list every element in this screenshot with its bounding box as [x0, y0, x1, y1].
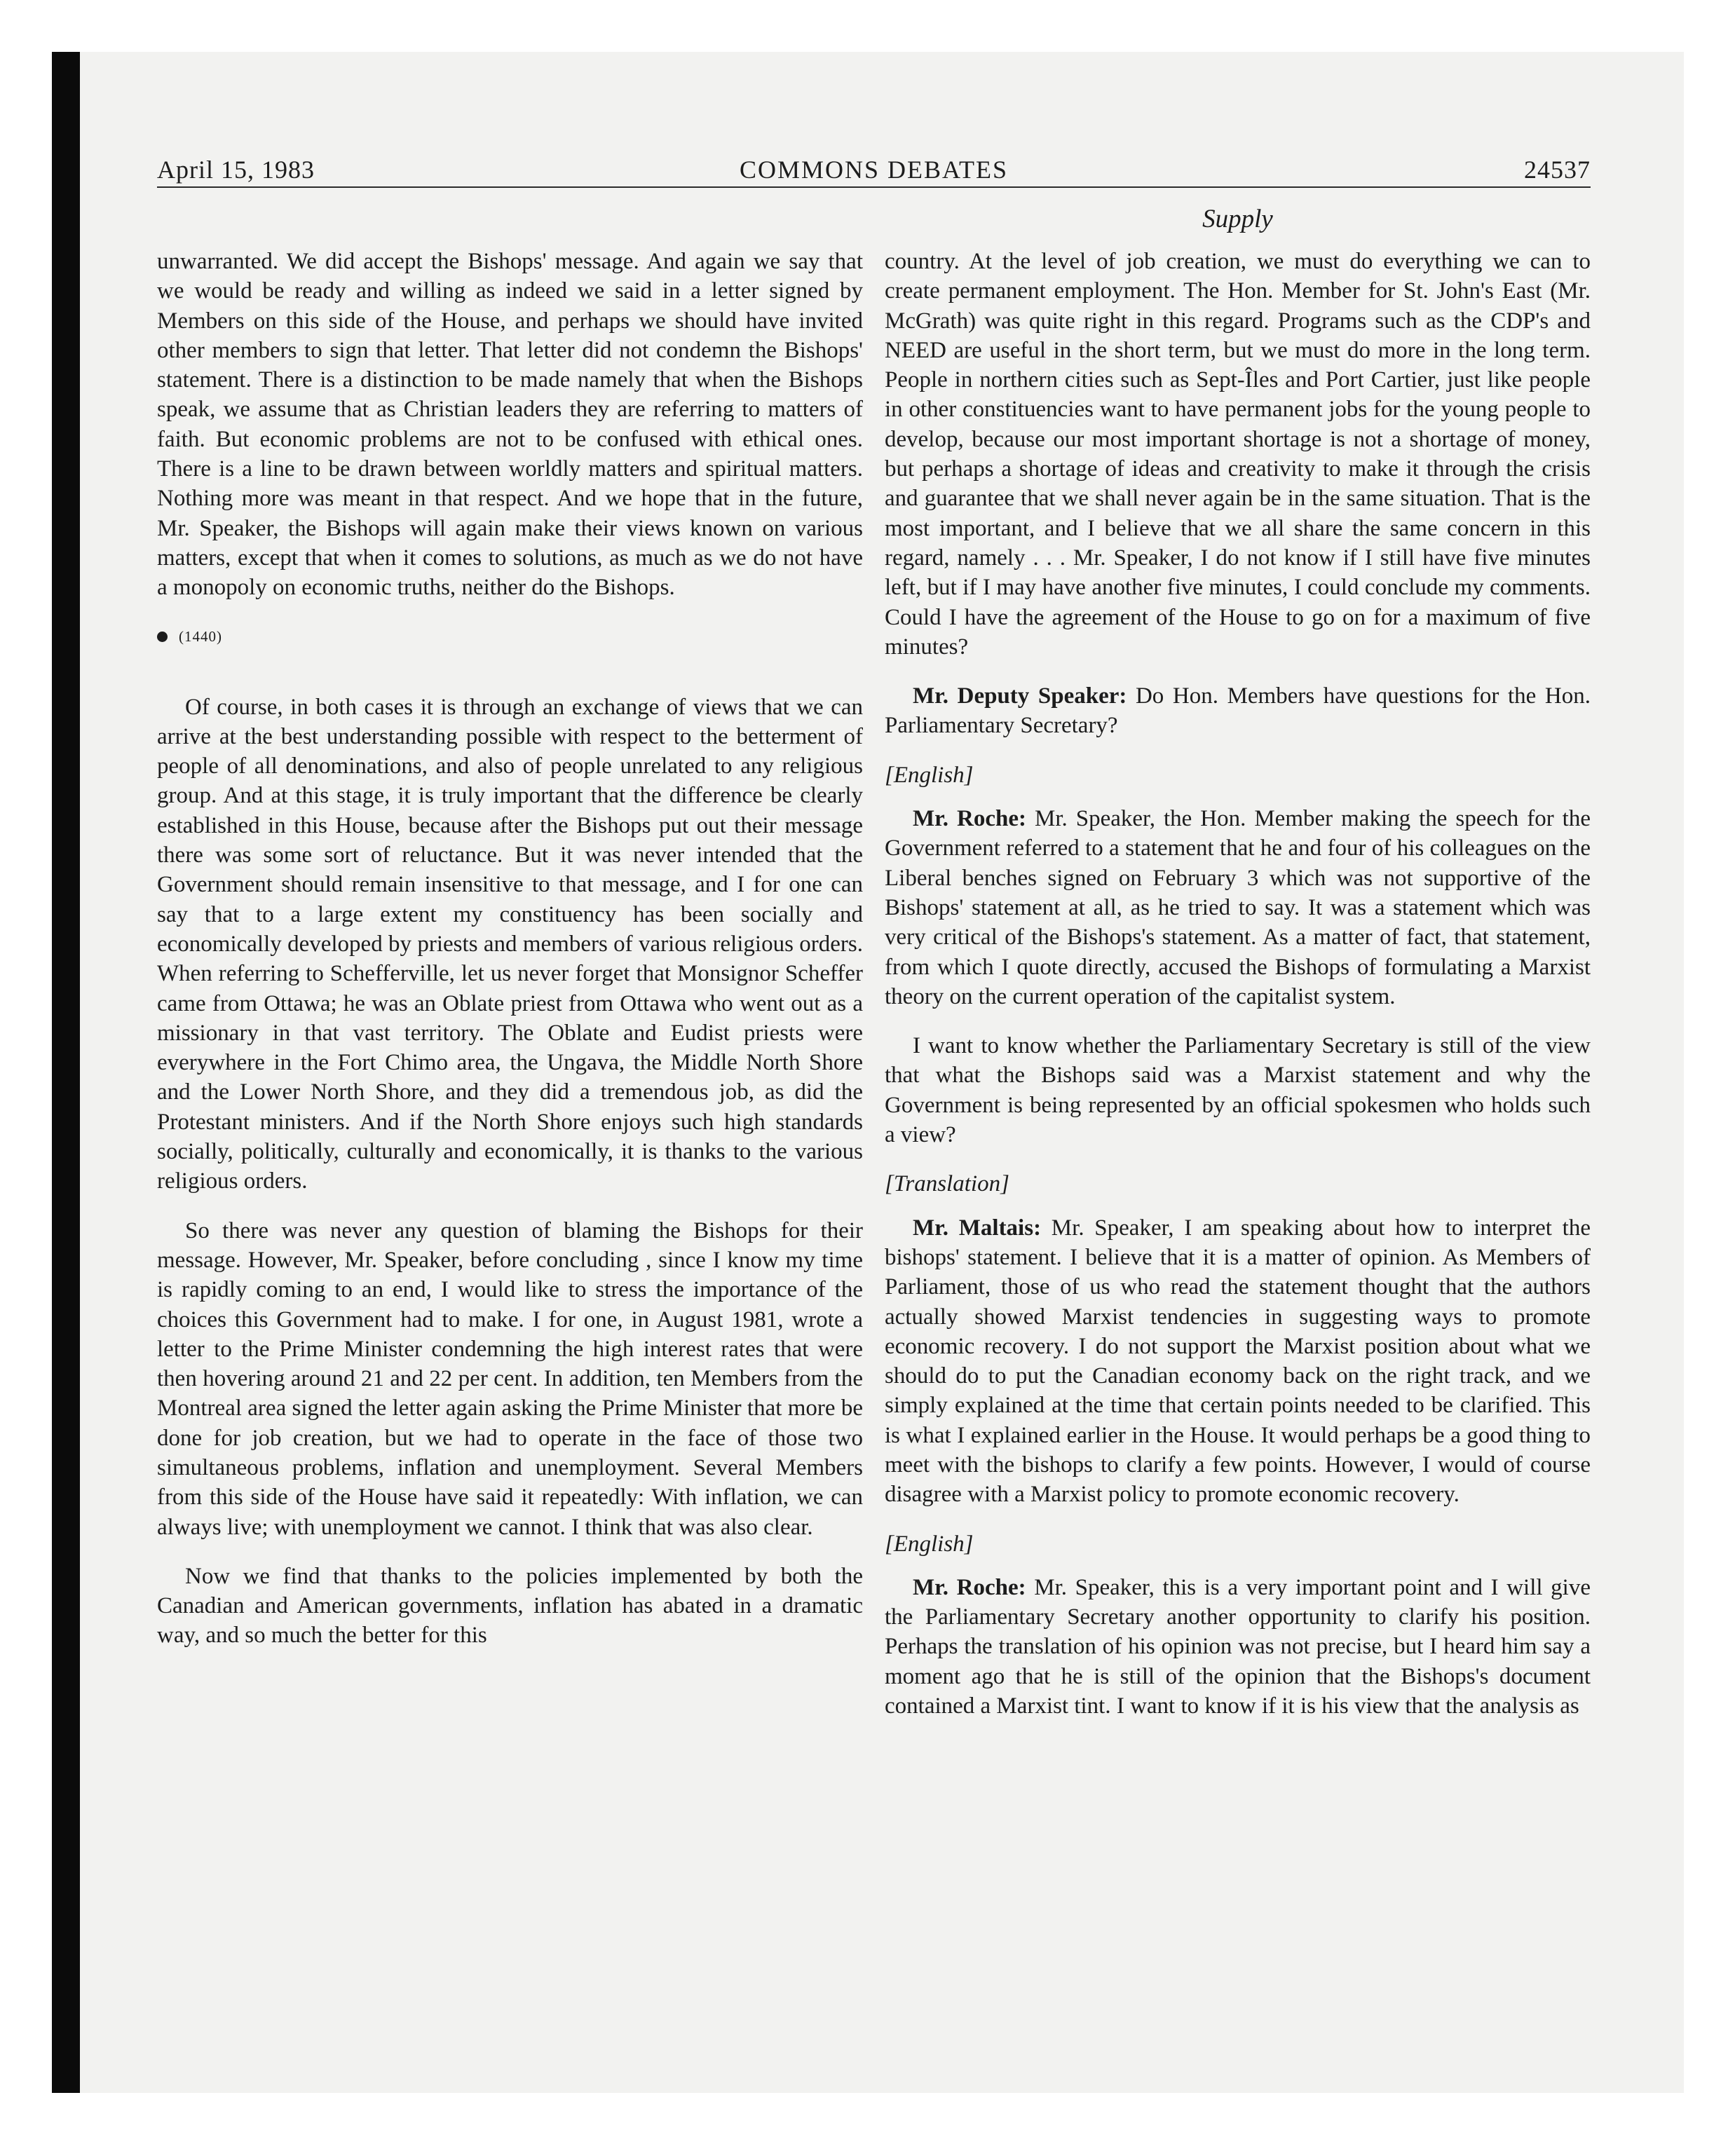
speech-paragraph — [885, 681, 1591, 741]
header-page-number: 24537 — [1524, 156, 1591, 184]
paragraph: Of course, in both cases it is through an exchange of views that we can arrive at the best understanding possible with respect to the betterment of people of all denominations, and also of people unrelated to any religious group. And at this stage, it is truly important that the difference be clearly established in this House, because after the Bishops put out their message there was some sort of reluctance. But it was never intended that the Government should remain insensitive to that message, and I for one can say that to a large extent my constituency has been socially and economically developed by priests and members of various religious orders. When referring to Schefferville, let us never forget that Monsignor Scheffer came from Ottawa; he was an Oblate priest from Ottawa who went out as a missionary in that vast territory. The Oblate and Eudist priests were everywhere in the Fort Chimo area, the Ungava, the Middle North Shore and the Lower North Shore, and they did a tremendous job, as did the Protestant ministers. And if the North Shore enjoys such high standards socially, politically, culturally and economically, it is thanks to the various religious orders. — [157, 694, 863, 1194]
bullet-icon — [157, 632, 168, 642]
speech-text: Do Hon. Members have questions for the Hon. Parliamentary Secretary? — [885, 683, 1591, 739]
language-tag: [Translation] — [885, 1171, 1009, 1197]
speech-text: Mr. Speaker, this is a very important point and I will give the Parliamentary Secretary another opportunity to clarify his position. Perhaps the translation of his opinion was not precise, but I heard him say a moment ago that he is still of the opinion that the Bishops's document contained a Marxist tint. I want to know if it is his view that the analysis as — [885, 1574, 1591, 1719]
speech-paragraph — [885, 804, 1591, 1011]
timestamp-label: (1440) — [179, 627, 222, 645]
paragraph: country. At the level of job creation, we must do everything we can to create permanent employment. The Hon. Member for St. John's East (Mr. McGrath) was quite right in this regard. Programs such as the CDP's and NEED are useful in the short term, but we must do more in the long term. People in northern cities such as Sept-Îles and Port Cartier, just like people in other constituencies want to have permanent jobs for the young people to develop, because our most important shortage is not a shortage of money, but perhaps a shortage of ideas and creativity to make it through the crisis and guarantee that we shall never again be in the same situation. That is the most important, and I believe that we all share the same concern in this regard, namely . . . Mr. Speaker, I do not know if I still have five minutes left, but if I may have another five minutes, I could conclude my comments. Could I have the agreement of the House to go on for a maximum of five minutes? — [885, 249, 1591, 660]
speaker-name: Mr. Deputy Speaker: — [913, 683, 1127, 709]
header-date: April 15, 1983 — [157, 156, 315, 184]
speaker-name: Mr. Roche: — [913, 806, 1026, 832]
paragraph: unwarranted. We did accept the Bishops' message. And again we say that we would be ready and willing as indeed we said in a letter signed by Members on this side of the House, and perhaps we should have invited other members to sign that letter. That letter did not condemn the Bishops' statement. There is a distinction to be made namely that when the Bishops speak, we assume that as Christian leaders they are referring to matters of faith. But economic problems are not to be confused with ethical ones. There is a line to be drawn between worldly matters and spiritual matters. Nothing more was meant in that respect. And we hope that in the future, Mr. Speaker, the Bishops will again make their views known on various matters, except that when it comes to solutions, as much as we do not have a monopoly on economic truths, neither do the Bishops. — [157, 249, 863, 601]
header-rule — [157, 186, 1591, 188]
paragraph: So there was never any question of blaming the Bishops for their message. However, Mr. Speaker, before concluding , since I know my time is rapidly coming to an end, I would like to stress the importance of the choices this Government had to make. I for one, in August 1981, wrote a letter to the Prime Minister condemning the high interest rates that were then hovering around 21 and 22 per cent. In addition, ten Members from the Montreal area signed the letter again asking the Prime Minister that more be done for job creation, but we had to operate in the face of those two simultaneous problems, inflation and unemployment. Several Members from this side of the House have said it repeatedly: With inflation, we can always live; with unemployment we cannot. I think that was also clear. — [157, 1217, 863, 1540]
speaker-name: Mr. Roche: — [913, 1574, 1026, 1600]
left-column — [157, 247, 863, 1670]
timestamp-marker — [157, 622, 863, 650]
speech-text: Mr. Speaker, I am speaking about how to interpret the bishops' statement. I believe that it is a matter of opinion. As Members of Parliament, those of us who read the statement thought that the authors actually showed Marxist tendencies in suggesting ways to promote economic recovery. I do not support the Marxist position about what we should do to put the Canadian economy back on the right track, and we simply explained at the time that certain points needed to be clarified. This is what I explained earlier in the House. It would perhaps be a good thing to meet with the bishops to clarify a few points. However, I would of course disagree with a Marxist policy to promote economic recovery. — [885, 1215, 1591, 1508]
paragraph: Now we find that thanks to the policies implemented by both the Canadian and American governments, inflation has abated in a dramatic way, and so much the better for this — [157, 1563, 863, 1649]
language-tag: [English] — [885, 1531, 974, 1557]
page-header — [157, 149, 1591, 191]
speaker-name: Mr. Maltais: — [913, 1215, 1042, 1241]
speech-paragraph — [885, 1573, 1591, 1721]
language-tag: [English] — [885, 762, 974, 788]
binding-edge — [52, 52, 80, 2093]
paragraph: I want to know whether the Parliamentary Secretary is still of the view that what the Bishops said was a Marxist statement and why the Government is being represented by an official spokesmen who holds such a view? — [885, 1033, 1591, 1148]
header-publication: COMMONS DEBATES — [739, 156, 1009, 184]
speech-paragraph — [885, 1213, 1591, 1510]
speech-text: Mr. Speaker, the Hon. Member making the speech for the Government referred to a statement that he and four of his colleagues on the Liberal benches signed on February 3 which was not supportive of the Bishops' statement at all, as he tried to say. It was a statement which was very critical of the Bishops's statement. As a matter of fact, that statement, from which I quote directly, accused the Bishops of formulating a Marxist theory on the current operation of the capitalist system. — [885, 806, 1591, 1009]
right-column — [885, 247, 1591, 1740]
section-title: Supply — [1202, 205, 1273, 233]
